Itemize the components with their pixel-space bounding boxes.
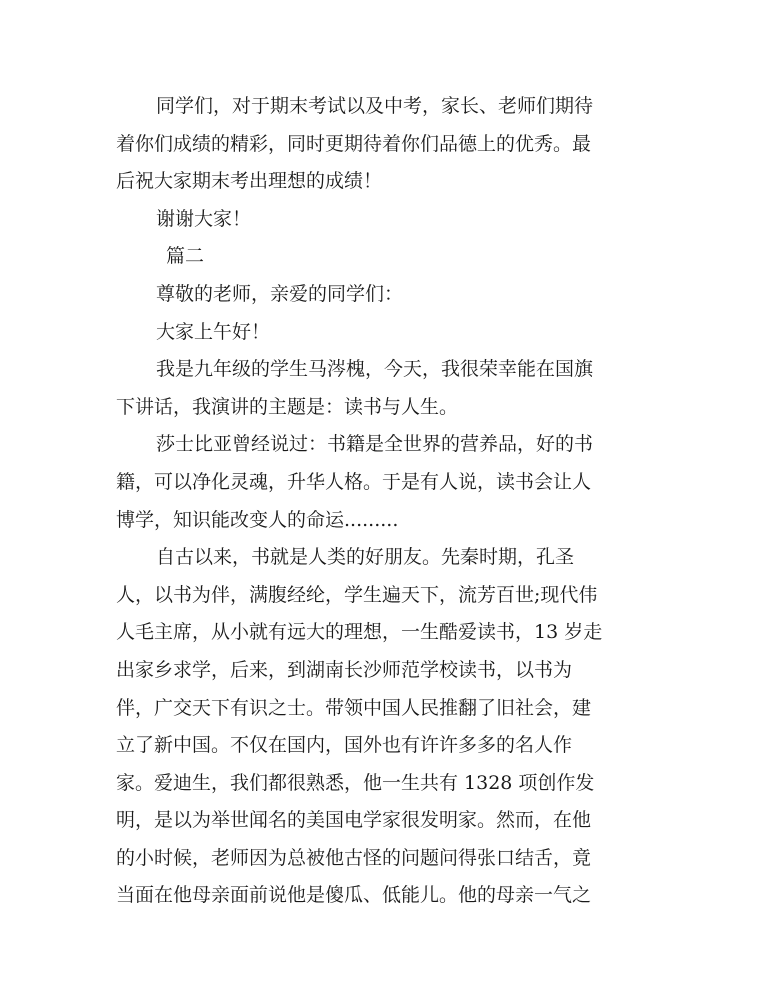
paragraph-line: 家。爱迪生，我们都很熟悉，他一生共有 1328 项创作发	[116, 771, 595, 794]
paragraph-line: 当面在他母亲面前说他是傻瓜、低能儿。他的母亲一气之	[116, 884, 592, 907]
paragraph-line: 莎士比亚曾经说过：书籍是全世界的营养品，好的书	[156, 433, 594, 456]
paragraph-line: 籍，可以净化灵魂，升华人格。于是有人说，读书会让人	[116, 470, 592, 493]
paragraph-line: 人，以书为伴，满腹经纶，学生遍天下，流芳百世;现代伟	[116, 583, 598, 606]
section-heading: 篇二	[166, 245, 205, 268]
greeting-line: 大家上午好！	[156, 320, 271, 343]
paragraph-line: 同学们，对于期末考试以及中考，家长、老师们期待	[156, 95, 594, 117]
paragraph-line: 着你们成绩的精彩，同时更期待着你们品德上的优秀。最	[116, 132, 592, 155]
paragraph-line: 博学，知识能改变人的命运.........	[116, 508, 399, 531]
paragraph-line: 下讲话，我演讲的主题是：读书与人生。	[116, 395, 459, 418]
paragraph-line: 的小时候，老师因为总被他古怪的问题问得张口结舌，竟	[116, 846, 592, 869]
paragraph-line: 自古以来，书就是人类的好朋友。先秦时期，孔圣	[156, 546, 575, 569]
salutation-line: 尊敬的老师，亲爱的同学们：	[156, 282, 404, 305]
paragraph-line: 立了新中国。不仅在国内，国外也有许许多多的名人作	[116, 734, 573, 757]
paragraph-line: 伴，广交天下有识之士。带领中国人民推翻了旧社会，建	[116, 696, 592, 719]
paragraph-line: 我是九年级的学生马涔槐，今天，我很荣幸能在国旗	[156, 358, 594, 381]
paragraph-line: 后祝大家期末考出理想的成绩！	[116, 170, 383, 193]
speech-text	[116, 88, 656, 915]
paragraph-line: 出家乡求学，后来，到湖南长沙师范学校读书，以书为	[116, 658, 573, 681]
paragraph-line: 明，是以为举世闻名的美国电学家很发明家。然而，在他	[116, 809, 592, 832]
paragraph-line: 人毛主席，从小就有远大的理想，一生酷爱读书，13 岁走	[116, 621, 603, 644]
paragraph-line: 谢谢大家！	[156, 207, 252, 230]
